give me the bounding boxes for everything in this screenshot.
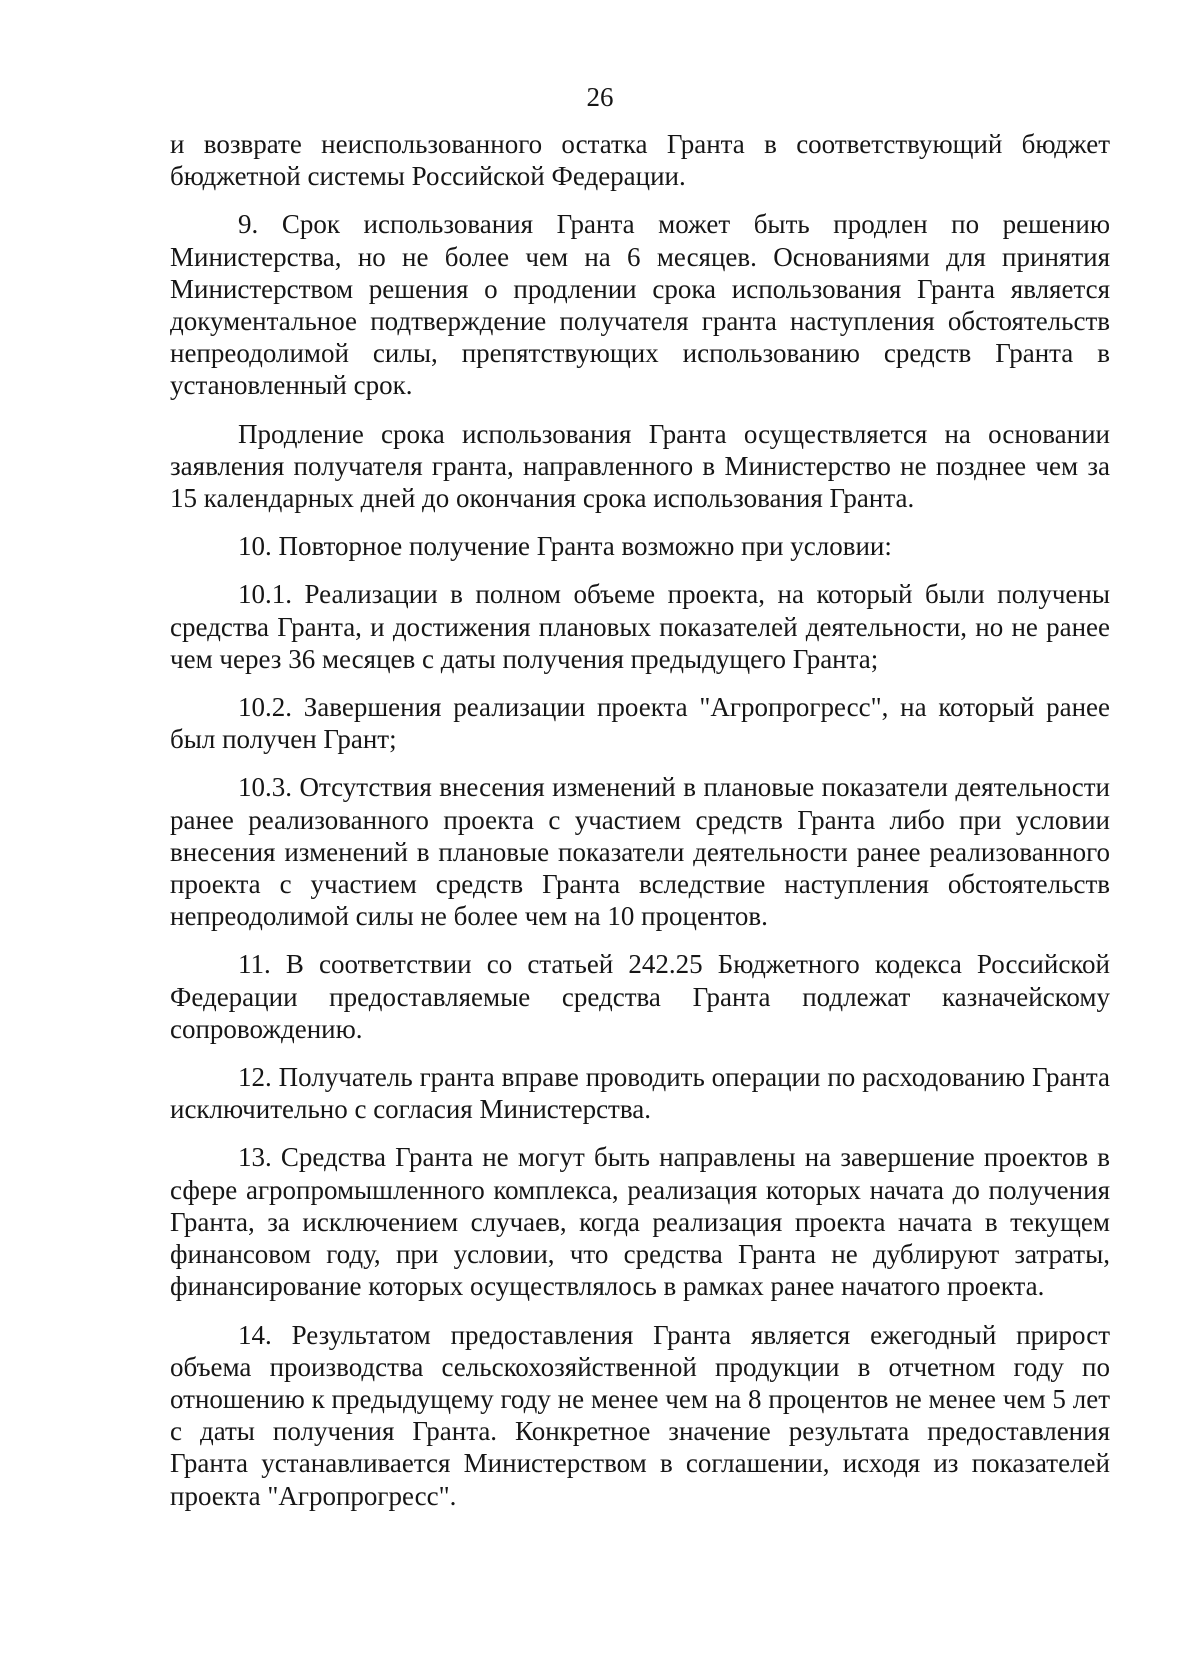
paragraph-continuation: и возврате неиспользованного остатка Гранта в соответствующий бюджет бюджетной системы Российской Федерации. [170,129,1110,192]
paragraph-item-9: 9. Срок использования Гранта может быть продлен по решению Министерства, но не более чем на 6 месяцев. Основаниями для принятия Министерством решения о продлении срока использования Гранта является документальное подтверждение получателя гранта наступления обстоятельств непреодолимой силы, препятствующих использованию средств Гранта в установленный срок. [170,209,1110,401]
paragraph-item-10-2: 10.2. Завершения реализации проекта "Агропрогресс", на который ранее был получен Грант; [170,692,1110,755]
paragraph-item-10-3: 10.3. Отсутствия внесения изменений в плановые показатели деятельности ранее реализованного проекта с участием средств Гранта либо при условии внесения изменений в плановые показатели деятельности ранее реализованного проекта с участием средств Гранта вследствие наступления обстоятельств непреодолимой силы не более чем на 10 процентов. [170,772,1110,932]
paragraph-item-11: 11. В соответствии со статьей 242.25 Бюджетного кодекса Российской Федерации предоставляемые средства Гранта подлежат казначейскому сопровождению. [170,949,1110,1044]
paragraph-item-12: 12. Получатель гранта вправе проводить операции по расходованию Гранта исключительно с согласия Министерства. [170,1062,1110,1125]
page-number: 26 [586,82,614,112]
paragraph-extension: Продление срока использования Гранта осуществляется на основании заявления получателя гранта, направленного в Министерство не позднее чем за 15 календарных дней до окончания срока использования Гранта. [170,418,1110,514]
document-body [170,128,1110,1528]
paragraph-item-14: 14. Результатом предоставления Гранта является ежегодный прирост объема производства сельскохозяйственной продукции в отчетном году по отношению к предыдущему году не менее чем на 8 процентов не менее чем 5 лет с даты получения Гранта. Конкретное значение результата предоставления Гранта устанавливается Министерством в соглашении, исходя из показателей проекта "Агропрогресс". [170,1319,1110,1511]
paragraph-item-10: 10. Повторное получение Гранта возможно при условии: [238,531,892,562]
paragraph-item-10-1: 10.1. Реализации в полном объеме проекта, на который были получены средства Гранта, и достижения плановых показателей деятельности, но не ранее чем через 36 месяцев с даты получения предыдущего Гранта; [170,579,1110,674]
paragraph-item-13: 13. Средства Гранта не могут быть направлены на завершение проектов в сфере агропромышленного комплекса, реализация которых начата до получения Гранта, за исключением случаев, когда реализация проекта начата в текущем финансовом году, при условии, что средства Гранта не дублируют затраты, финансирование которых осуществлялось в рамках ранее начатого проекта. [170,1142,1110,1302]
